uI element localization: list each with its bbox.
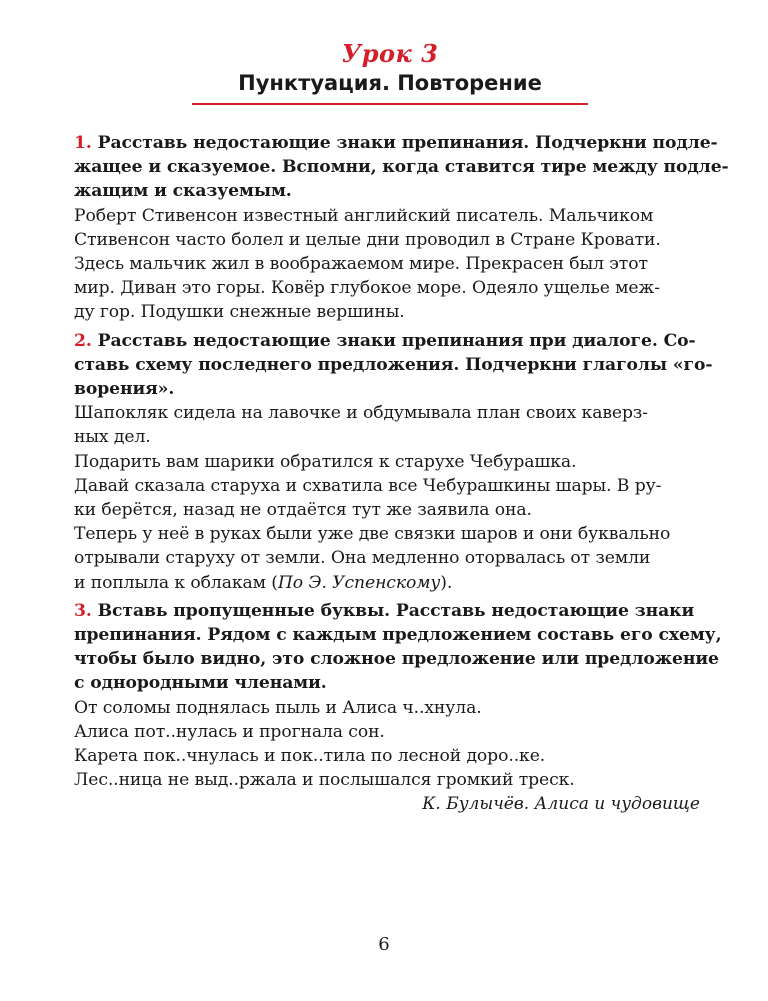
task-3 [74,599,722,817]
lesson-title: Пунктуация. Повторение [238,71,542,95]
lesson-number: Урок 3 [341,39,439,68]
task-3-text [74,696,706,793]
text-line: Алиса пот..нулась и прогнала сон. [74,721,385,742]
text-line: ки берётся, назад не отдаётся тут же заявила она. [74,500,532,521]
task-1-text [74,204,706,325]
title-divider [192,103,588,105]
task-2-number: 2. [74,330,92,351]
page-number: 6 [378,934,390,955]
source-reference: По Э. Успенскому [277,572,441,593]
text-line: От соломы поднялась пыль и Алиса ч..хнула. [74,697,482,718]
task-2-text [74,401,706,595]
text-line: Карета пок..чнулась и пок..тила по лесной доро..ке. [74,746,546,767]
text-line: Теперь у неё в руках были уже две связки шаров и они буквально [74,524,671,545]
text-line: отрывали старуху от земли. Она медленно оторвалась от земли [74,548,651,569]
task-3-instruction: 3. Вставь пропущенные буквы. Расставь недостающие знаки препинания. Рядом с каждым предложением составь его схему, чтобы было видно, это сложное предложение или предложение с однородными членами. [74,600,722,694]
text-line: Лес..ница не выд..ржала и послышался громкий треск. [74,770,575,791]
task-1-number: 1. [74,133,92,153]
text-line-with-source: и поплыла к облакам (По Э. Успенскому). [74,572,453,593]
text-line: Роберт Стивенсон известный английский писатель. Мальчиком [74,205,654,226]
task-2 [74,329,713,595]
task-1-instruction: 1. Расставь недостающие знаки препинания. Подчеркни подле- жащее и сказуемое. Вспомни, когда ставится тире между подле- жащим и сказуемым. [74,133,729,202]
task-1 [74,131,729,325]
text-line: Стивенсон часто болел и целые дни проводил в Стране Кровати. [74,229,661,250]
text-line: Давай сказала старуха и схватила все Чебурашкины шары. В ру- [74,475,662,496]
text-line: мир. Диван это горы. Ковёр глубокое море. Одеяло ущелье меж- [74,278,660,299]
task-2-instruction: 2. Расставь недостающие знаки препинания при диалоге. Со- ставь схему последнего предложения. Подчеркни глаголы «го- ворения». [74,330,713,400]
attribution: К. Булычёв. Алиса и чудовище [422,794,700,815]
text-line: Здесь мальчик жил в воображаемом мире. Прекрасен был этот [74,254,648,275]
textbook-page [74,39,729,816]
text-line: ных дел. [74,427,151,448]
text-line: Шапокляк сидела на лавочке и обдумывала план своих каверз- [74,403,648,424]
task-3-number: 3. [74,600,92,621]
text-line: ду гор. Подушки снежные вершины. [74,302,405,323]
text-line: Подарить вам шарики обратился к старухе Чебурашка. [74,451,577,472]
